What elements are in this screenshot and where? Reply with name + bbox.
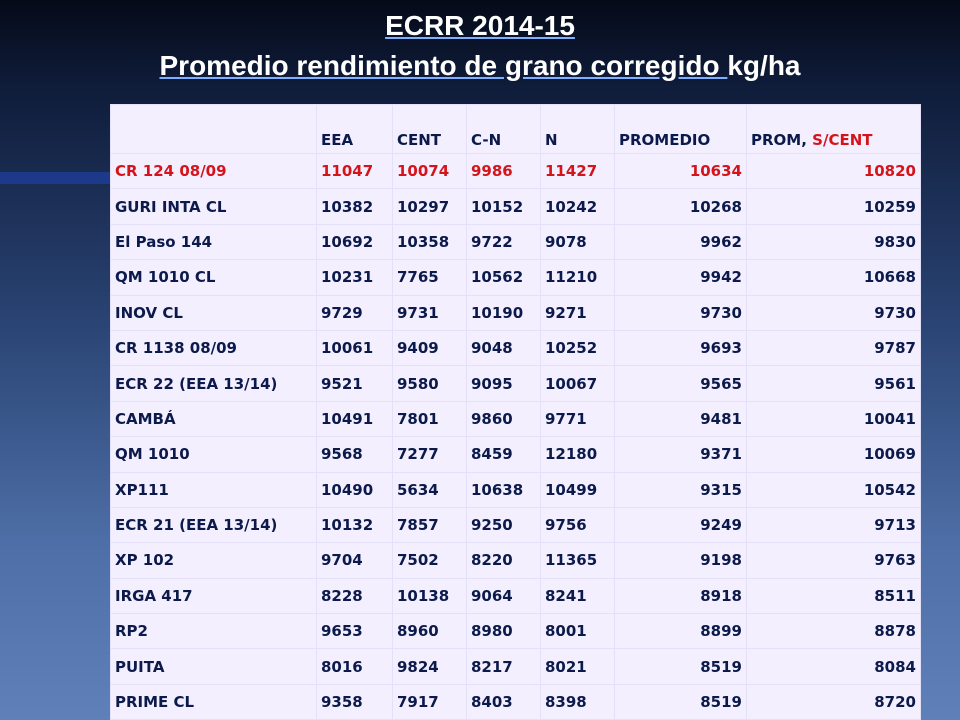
table-row [111,543,921,578]
value-cell: 10041 [747,401,921,436]
value-cell: 10132 [317,507,393,542]
value-cell: 9693 [615,330,747,365]
table-row [111,507,921,542]
value-cell: 9095 [467,366,541,401]
value-cell: 10542 [747,472,921,507]
value-cell: 9713 [747,507,921,542]
value-cell: 9731 [393,295,467,330]
value-cell: 9962 [615,224,747,259]
value-cell: 10382 [317,189,393,224]
table-header-row [111,105,921,154]
value-cell: 8021 [541,649,615,684]
value-cell: 9521 [317,366,393,401]
value-cell: 10634 [615,154,747,189]
value-cell: 10490 [317,472,393,507]
variety-cell: PRIME CL [111,684,317,719]
value-cell: 9048 [467,330,541,365]
value-cell: 9580 [393,366,467,401]
value-cell: 9771 [541,401,615,436]
title-line-1: ECRR 2014-15 [385,10,575,41]
header-promedio: PROMEDIO [615,105,747,154]
value-cell: 9315 [615,472,747,507]
variety-cell: CR 1138 08/09 [111,330,317,365]
value-cell: 8220 [467,543,541,578]
variety-cell: CR 124 08/09 [111,154,317,189]
value-cell: 8228 [317,578,393,613]
value-cell: 12180 [541,437,615,472]
table-row [111,578,921,613]
value-cell: 10268 [615,189,747,224]
value-cell: 10061 [317,330,393,365]
value-cell: 8960 [393,614,467,649]
value-cell: 5634 [393,472,467,507]
variety-cell: QM 1010 CL [111,260,317,295]
table-row [111,649,921,684]
value-cell: 11047 [317,154,393,189]
table-row [111,260,921,295]
value-cell: 9824 [393,649,467,684]
table-body [111,154,921,720]
value-cell: 8403 [467,684,541,719]
header-s-cent-label: S/CENT [812,131,873,149]
table-row [111,614,921,649]
value-cell: 9756 [541,507,615,542]
slide-title [0,6,960,86]
value-cell: 10231 [317,260,393,295]
table-row [111,330,921,365]
value-cell: 10358 [393,224,467,259]
variety-cell: INOV CL [111,295,317,330]
value-cell: 10259 [747,189,921,224]
variety-cell: IRGA 417 [111,578,317,613]
title-line-2-underlined: Promedio rendimiento de grano corregido [159,50,728,81]
value-cell: 8899 [615,614,747,649]
value-cell: 9729 [317,295,393,330]
value-cell: 8459 [467,437,541,472]
value-cell: 11210 [541,260,615,295]
value-cell: 10190 [467,295,541,330]
header-prom-label: PROM, [751,131,813,149]
value-cell: 8511 [747,578,921,613]
variety-cell: XP111 [111,472,317,507]
value-cell: 9653 [317,614,393,649]
value-cell: 8217 [467,649,541,684]
value-cell: 9078 [541,224,615,259]
header-cent: CENT [393,105,467,154]
table-row [111,437,921,472]
value-cell: 10692 [317,224,393,259]
value-cell: 9763 [747,543,921,578]
value-cell: 8519 [615,684,747,719]
table-row [111,366,921,401]
value-cell: 11427 [541,154,615,189]
title-line-2 [0,46,960,86]
value-cell: 9860 [467,401,541,436]
header-eea: EEA [317,105,393,154]
header-prom-s-cent [747,105,921,154]
value-cell: 10820 [747,154,921,189]
variety-cell: GURI INTA CL [111,189,317,224]
value-cell: 10138 [393,578,467,613]
variety-cell: El Paso 144 [111,224,317,259]
value-cell: 8918 [615,578,747,613]
value-cell: 9565 [615,366,747,401]
variety-cell: ECR 22 (EEA 13/14) [111,366,317,401]
table-row [111,472,921,507]
value-cell: 10562 [467,260,541,295]
value-cell: 9271 [541,295,615,330]
variety-cell: PUITA [111,649,317,684]
table-row [111,401,921,436]
value-cell: 10668 [747,260,921,295]
value-cell: 10638 [467,472,541,507]
value-cell: 9942 [615,260,747,295]
value-cell: 10499 [541,472,615,507]
value-cell: 10152 [467,189,541,224]
value-cell: 11365 [541,543,615,578]
value-cell: 8980 [467,614,541,649]
value-cell: 9409 [393,330,467,365]
variety-cell: ECR 21 (EEA 13/14) [111,507,317,542]
header-c-n: C-N [467,105,541,154]
value-cell: 9787 [747,330,921,365]
value-cell: 9249 [615,507,747,542]
header-variety [111,105,317,154]
value-cell: 9250 [467,507,541,542]
value-cell: 8001 [541,614,615,649]
value-cell: 7765 [393,260,467,295]
value-cell: 7277 [393,437,467,472]
value-cell: 9371 [615,437,747,472]
accent-bar [0,172,112,184]
value-cell: 8016 [317,649,393,684]
value-cell: 10242 [541,189,615,224]
value-cell: 10067 [541,366,615,401]
table-row [111,684,921,719]
value-cell: 10069 [747,437,921,472]
value-cell: 7857 [393,507,467,542]
value-cell: 9561 [747,366,921,401]
value-cell: 8519 [615,649,747,684]
value-cell: 9730 [615,295,747,330]
table-row [111,224,921,259]
value-cell: 8878 [747,614,921,649]
value-cell: 9568 [317,437,393,472]
value-cell: 10297 [393,189,467,224]
value-cell: 9358 [317,684,393,719]
value-cell: 7917 [393,684,467,719]
variety-cell: QM 1010 [111,437,317,472]
value-cell: 10074 [393,154,467,189]
table-row [111,295,921,330]
value-cell: 8720 [747,684,921,719]
value-cell: 7502 [393,543,467,578]
value-cell: 9730 [747,295,921,330]
value-cell: 9830 [747,224,921,259]
table-row [111,189,921,224]
value-cell: 9722 [467,224,541,259]
value-cell: 8398 [541,684,615,719]
value-cell: 9064 [467,578,541,613]
variety-cell: XP 102 [111,543,317,578]
variety-cell: RP2 [111,614,317,649]
value-cell: 9198 [615,543,747,578]
value-cell: 9481 [615,401,747,436]
value-cell: 10252 [541,330,615,365]
value-cell: 10491 [317,401,393,436]
value-cell: 7801 [393,401,467,436]
table-row [111,154,921,189]
value-cell: 8241 [541,578,615,613]
variety-cell: CAMBÁ [111,401,317,436]
title-line-2-unit: kg/ha [727,50,801,81]
value-cell: 9704 [317,543,393,578]
value-cell: 8084 [747,649,921,684]
header-n: N [541,105,615,154]
yield-table [110,104,921,720]
value-cell: 9986 [467,154,541,189]
